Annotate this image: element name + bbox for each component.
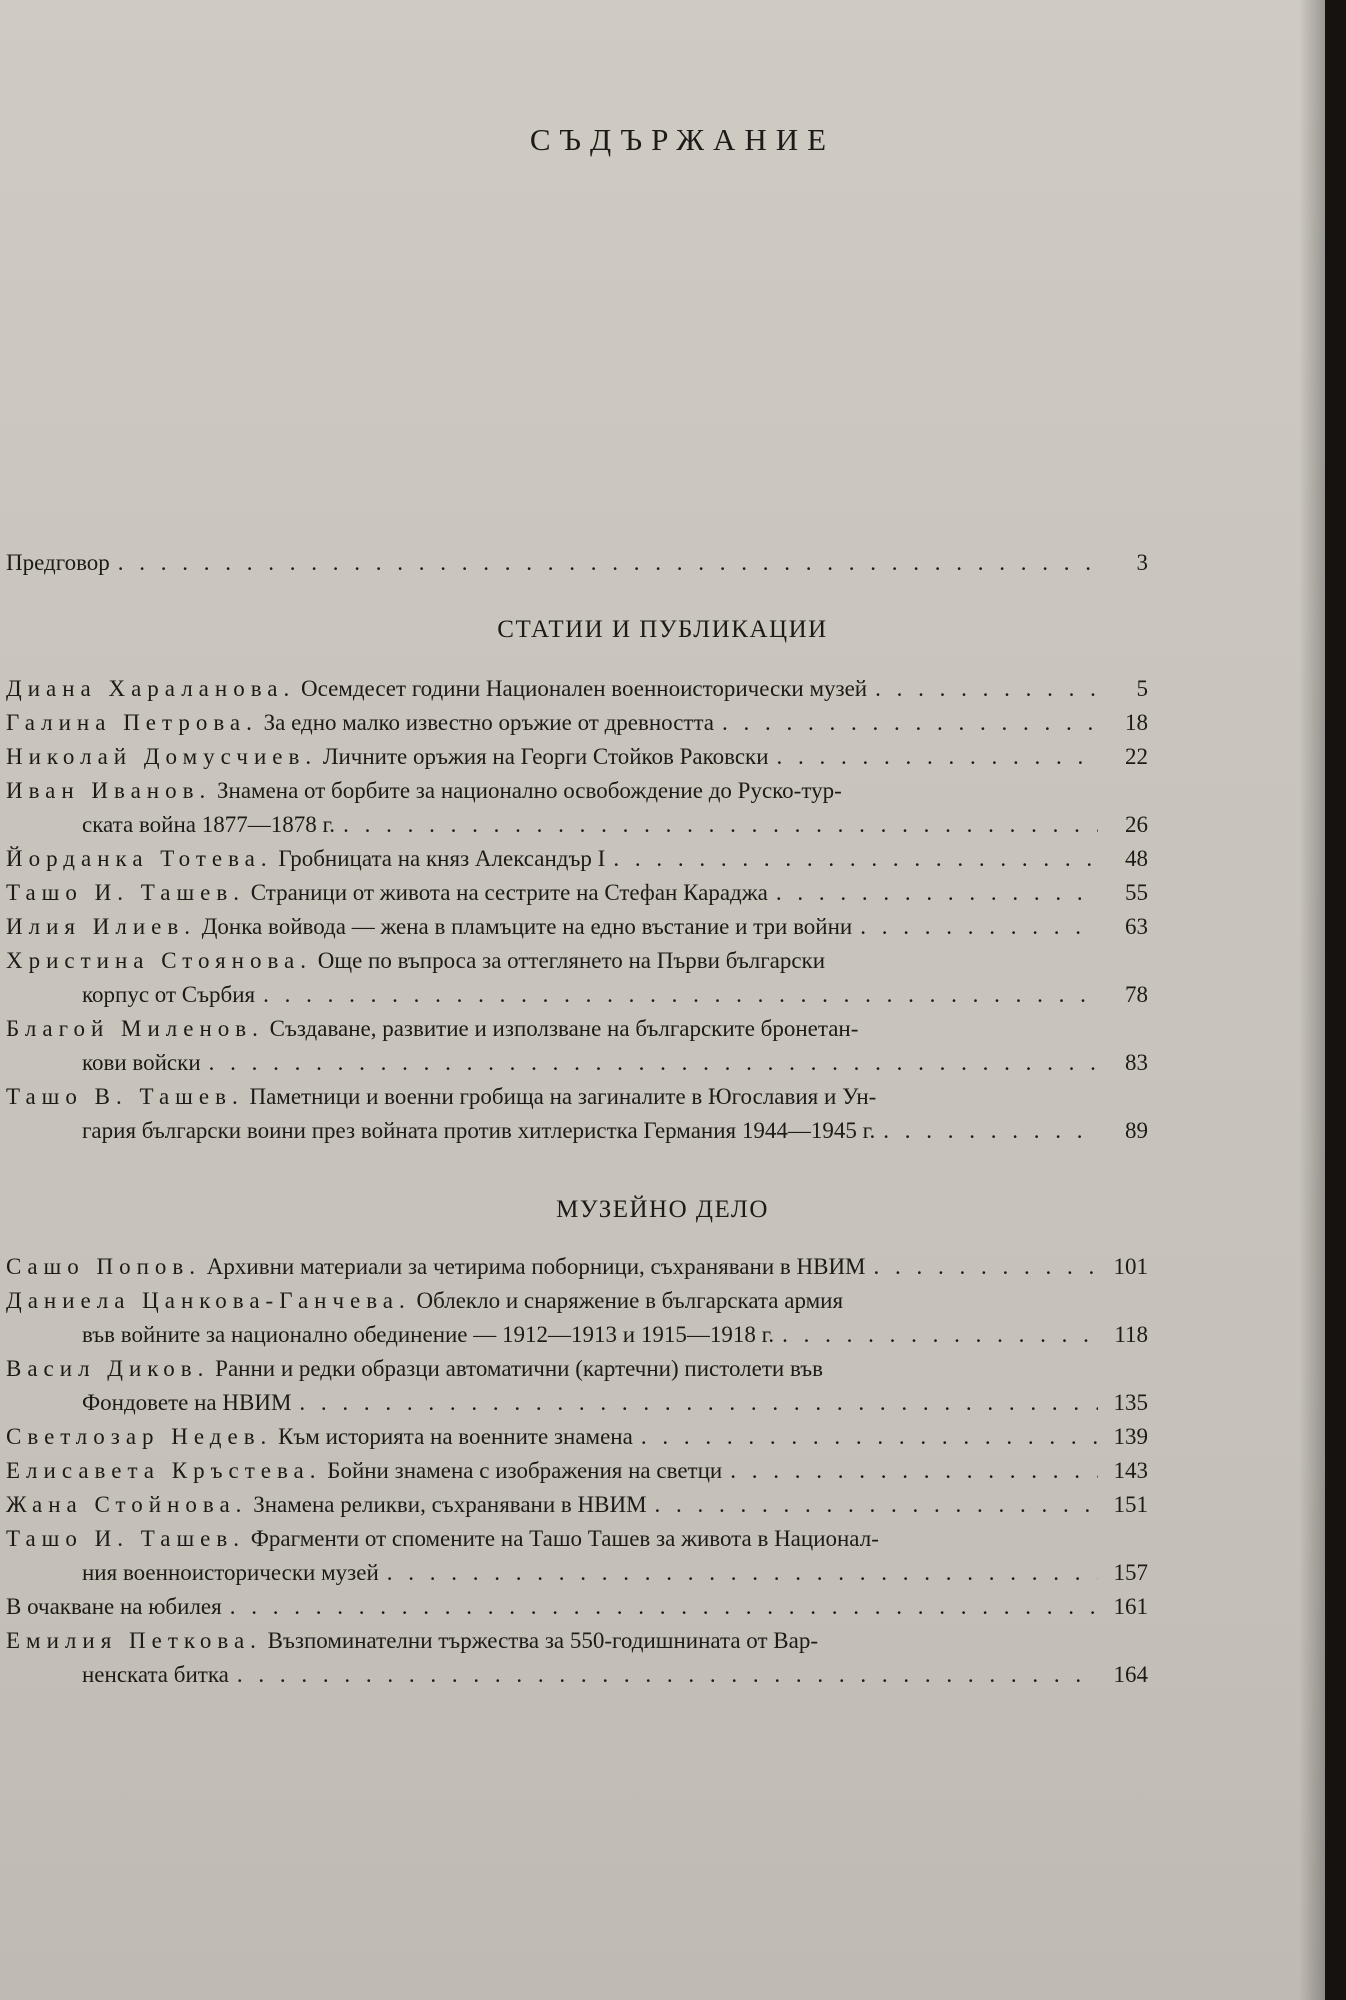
dot-leader bbox=[875, 672, 1098, 706]
toc-entry bbox=[6, 1590, 1148, 1624]
preface-entry bbox=[6, 546, 1148, 580]
toc-entry-line bbox=[6, 1284, 1148, 1318]
toc-entry-line bbox=[6, 1352, 1148, 1386]
toc-entry bbox=[6, 1012, 1148, 1080]
dot-leader bbox=[722, 706, 1098, 740]
entry-title-line: Възпоминателни тържества за 550-годишнината от Вар- bbox=[267, 1628, 818, 1653]
toc-entry-line bbox=[6, 1012, 1148, 1046]
toc-entry bbox=[6, 1080, 1148, 1148]
dot-leader bbox=[613, 842, 1098, 876]
toc-entry-line bbox=[6, 1522, 1148, 1556]
dot-leader bbox=[299, 1386, 1098, 1420]
entry-page-number: 151 bbox=[1113, 1492, 1148, 1517]
section-heading-articles: СТАТИИ И ПУБЛИКАЦИИ bbox=[497, 616, 828, 643]
entry-author: Благой Миленов. bbox=[6, 1016, 264, 1041]
entry-author: Емилия Петкова. bbox=[6, 1628, 262, 1653]
toc-entry-line bbox=[6, 1386, 1148, 1420]
entry-title-line: Ранни и редки образци автоматични (картечни) пистолети във bbox=[215, 1356, 823, 1381]
toc-entry-line bbox=[6, 978, 1148, 1012]
toc-entry-line bbox=[6, 1488, 1148, 1522]
dot-leader bbox=[776, 876, 1098, 910]
page-title: СЪДЪРЖАНИЕ bbox=[529, 122, 836, 157]
entry-page-number: 63 bbox=[1125, 914, 1148, 939]
entry-title-line: гария български воини през войната против хитлеристка Германия 1944—1945 г. bbox=[82, 1118, 876, 1143]
toc-entry bbox=[6, 842, 1148, 876]
toc-entry bbox=[6, 1624, 1148, 1692]
entry-page-number: 26 bbox=[1125, 812, 1148, 837]
toc-entry-line bbox=[6, 944, 1148, 978]
toc-entry-line bbox=[6, 1046, 1148, 1080]
entry-author: Ташо В. Ташев. bbox=[6, 1084, 244, 1109]
section-heading-museum: МУЗЕЙНО ДЕЛО bbox=[556, 1196, 769, 1223]
dot-leader bbox=[860, 910, 1098, 944]
entry-title-line: Облекло и снаряжение в българската армия bbox=[416, 1288, 844, 1313]
entry-page-number: 157 bbox=[1113, 1560, 1148, 1585]
dot-leader bbox=[387, 1556, 1098, 1590]
toc-entry-line bbox=[6, 1658, 1148, 1692]
entry-page-number: 78 bbox=[1125, 982, 1148, 1007]
toc-entry bbox=[6, 944, 1148, 1012]
entry-author: Иван Иванов. bbox=[6, 778, 212, 803]
toc-entry bbox=[6, 876, 1148, 910]
toc-entry bbox=[6, 1522, 1148, 1590]
entry-author: Даниела Цанкова-Ганчева. bbox=[6, 1288, 411, 1313]
entry-author: Николай Домусчиев. bbox=[6, 744, 318, 769]
entry-title-line: Гробницата на княз Александър I bbox=[278, 846, 606, 871]
toc-entry-line bbox=[6, 842, 1148, 876]
toc-entry bbox=[6, 740, 1148, 774]
toc-entry bbox=[6, 1284, 1148, 1352]
entry-page-number: 83 bbox=[1125, 1050, 1148, 1075]
entry-page-number: 101 bbox=[1113, 1254, 1148, 1279]
preface-page: 3 bbox=[1136, 550, 1148, 575]
entry-title-line: Създаване, развитие и използване на българските бронетан- bbox=[269, 1016, 859, 1041]
entry-title-line: кови войски bbox=[82, 1050, 201, 1075]
entry-title-line: ния военноисторически музей bbox=[82, 1560, 379, 1585]
entry-title-line: За едно малко известно оръжие от древността bbox=[263, 710, 715, 735]
toc-entry bbox=[6, 774, 1148, 842]
toc-entry bbox=[6, 1250, 1148, 1284]
entry-title-line: Знамена реликви, съхранявани в НВИМ bbox=[253, 1492, 647, 1517]
dot-leader bbox=[263, 978, 1098, 1012]
entry-page-number: 135 bbox=[1113, 1390, 1148, 1415]
toc-entry bbox=[6, 706, 1148, 740]
toc-entry-line bbox=[6, 1420, 1148, 1454]
dot-leader bbox=[655, 1488, 1098, 1522]
entry-title-line: във войните за национално обединение — 1912—1913 и 1915—1918 г. bbox=[82, 1322, 775, 1347]
toc-entry-line bbox=[6, 1556, 1148, 1590]
entry-page-number: 161 bbox=[1113, 1594, 1148, 1619]
toc-entry-line bbox=[6, 1114, 1148, 1148]
dot-leader bbox=[777, 740, 1098, 774]
toc-entry-line bbox=[6, 1318, 1148, 1352]
entry-title-line: Осемдесет години Национален военноисторически музей bbox=[300, 676, 868, 701]
entry-title-line: Личните оръжия на Георги Стойков Раковски bbox=[322, 744, 769, 769]
toc-entry-line bbox=[6, 672, 1148, 706]
dot-leader bbox=[874, 1250, 1098, 1284]
toc-entry-line bbox=[6, 1624, 1148, 1658]
entry-author: Елисавета Кръстева. bbox=[6, 1458, 322, 1483]
toc-entry-line bbox=[6, 1590, 1148, 1624]
preface-title: Предговор bbox=[6, 550, 110, 575]
entry-page-number: 118 bbox=[1114, 1322, 1148, 1347]
entry-title-line: корпус от Сърбия bbox=[82, 982, 256, 1007]
dot-leader bbox=[118, 546, 1098, 580]
toc-entry bbox=[6, 910, 1148, 944]
toc-entry-line bbox=[6, 1250, 1148, 1284]
dot-leader bbox=[209, 1046, 1098, 1080]
entry-page-number: 139 bbox=[1113, 1424, 1148, 1449]
entry-title-line: Още по въпроса за оттеглянето на Първи български bbox=[317, 948, 826, 973]
entry-title-line: ската война 1877—1878 г. bbox=[82, 812, 336, 837]
entry-title-line: Фрагменти от спомените на Ташо Ташев за живота в Национал- bbox=[250, 1526, 879, 1551]
entry-title-line: Архивни материали за четирима поборници, съхранявани в НВИМ bbox=[206, 1254, 866, 1279]
entry-author: Йорданка Тотева. bbox=[6, 846, 273, 871]
dot-leader bbox=[730, 1454, 1098, 1488]
entry-page-number: 48 bbox=[1125, 846, 1148, 871]
entry-page-number: 18 bbox=[1125, 710, 1148, 735]
dot-leader bbox=[641, 1420, 1098, 1454]
toc-entry-line bbox=[6, 1080, 1148, 1114]
entry-page-number: 22 bbox=[1125, 744, 1148, 769]
entry-page-number: 89 bbox=[1125, 1118, 1148, 1143]
entry-title-line: Паметници и военни гробища на загиналите в Югославия и Ун- bbox=[249, 1084, 877, 1109]
entry-title-line: Фондовете на НВИМ bbox=[82, 1390, 292, 1415]
entry-author: Христина Стоянова. bbox=[6, 948, 313, 973]
entry-page-number: 143 bbox=[1113, 1458, 1148, 1483]
toc-entry-line bbox=[6, 706, 1148, 740]
dot-leader bbox=[883, 1114, 1098, 1148]
entry-page-number: 55 bbox=[1125, 880, 1148, 905]
entry-author: Илия Илиев. bbox=[6, 914, 196, 939]
entry-author: Диана Хараланова. bbox=[6, 676, 296, 701]
toc-entry-line bbox=[6, 808, 1148, 842]
dot-leader bbox=[782, 1318, 1098, 1352]
entry-author: Ташо И. Ташев. bbox=[6, 1526, 245, 1551]
entry-author: Сашо Попов. bbox=[6, 1254, 202, 1279]
entry-author: Ташо И. Ташев. bbox=[6, 880, 245, 905]
dot-leader bbox=[230, 1590, 1098, 1624]
entry-author: Васил Диков. bbox=[6, 1356, 210, 1381]
toc-entry-line bbox=[6, 910, 1148, 944]
toc-entry-line bbox=[6, 876, 1148, 910]
toc-entry-line bbox=[6, 740, 1148, 774]
entry-title-line: Знамена от борбите за национално освобождение до Руско-тур- bbox=[216, 778, 842, 803]
entry-title-line: Страници от живота на сестрите на Стефан Караджа bbox=[250, 880, 768, 905]
toc-entry bbox=[6, 1352, 1148, 1420]
toc-entry bbox=[6, 1488, 1148, 1522]
toc-entry bbox=[6, 1454, 1148, 1488]
toc-entry-line bbox=[6, 1454, 1148, 1488]
entry-author: Светлозар Недев. bbox=[6, 1424, 273, 1449]
entry-title-line: ненската битка bbox=[82, 1662, 229, 1687]
toc-entry bbox=[6, 672, 1148, 706]
entry-title-line: Към историята на военните знамена bbox=[278, 1424, 633, 1449]
entry-author: Жана Стойнова. bbox=[6, 1492, 248, 1517]
entry-page-number: 5 bbox=[1136, 676, 1148, 701]
dot-leader bbox=[343, 808, 1098, 842]
entry-page-number: 164 bbox=[1113, 1662, 1148, 1687]
toc-entry bbox=[6, 1420, 1148, 1454]
entry-title-line: Бойни знамена с изображения на светци bbox=[327, 1458, 723, 1483]
entry-author: Галина Петрова. bbox=[6, 710, 258, 735]
entry-title-line: Донка войвода — жена в пламъците на едно въстание и три войни bbox=[201, 914, 853, 939]
toc-entry-line bbox=[6, 774, 1148, 808]
dot-leader bbox=[237, 1658, 1098, 1692]
entry-title-line: В очакване на юбилея bbox=[6, 1594, 222, 1619]
